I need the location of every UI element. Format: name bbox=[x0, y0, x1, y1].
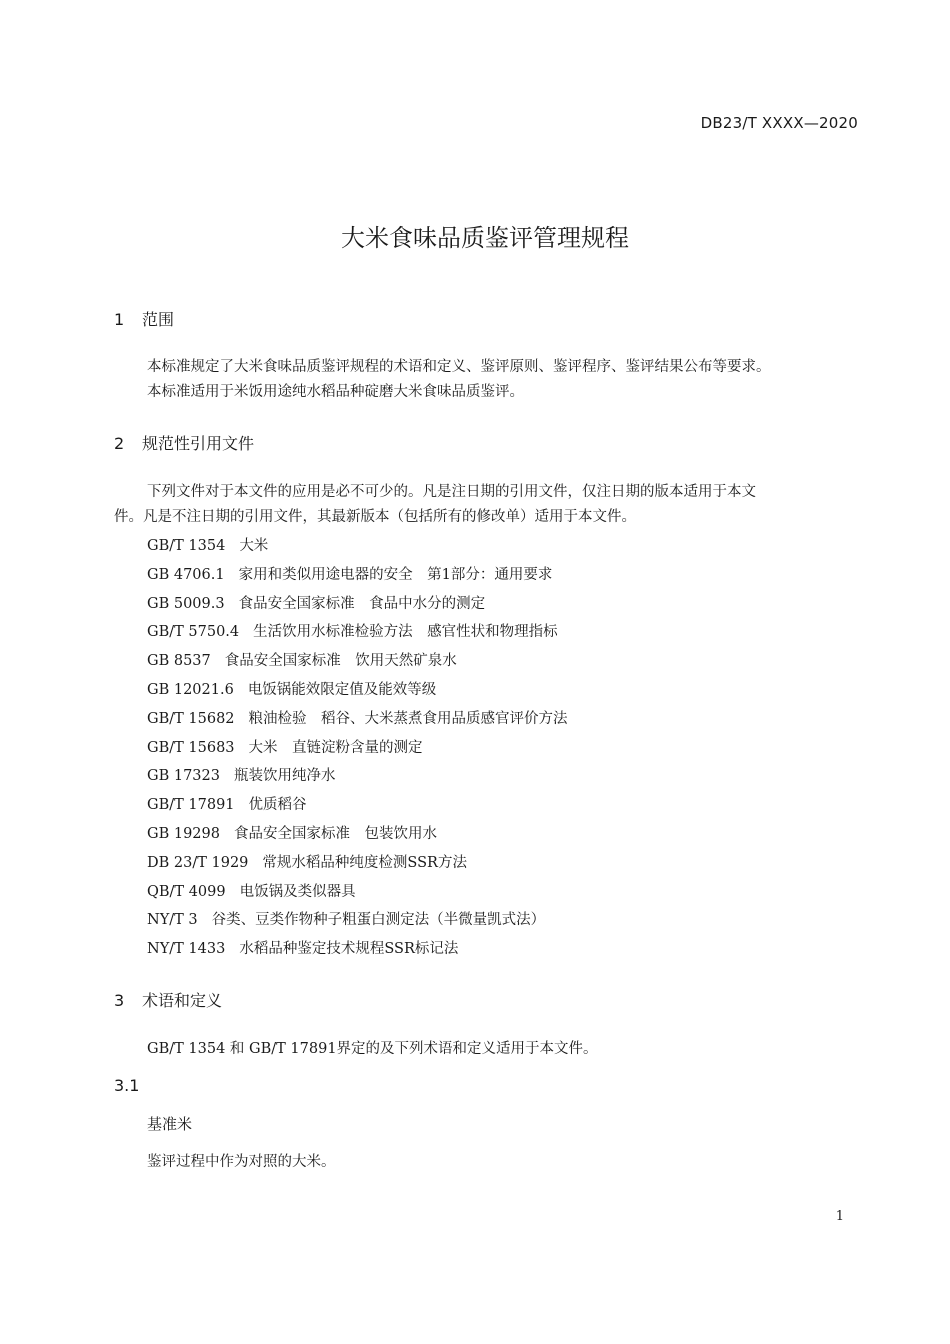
reference-code: GB 4706.1 bbox=[147, 566, 225, 583]
reference-code: GB 19298 bbox=[147, 825, 220, 842]
reference-title: 谷类、豆类作物种子粗蛋白测定法（半微量凯式法） bbox=[211, 912, 546, 929]
list-item bbox=[147, 620, 568, 649]
reference-title: 大米 bbox=[239, 538, 269, 554]
term-number: 3.1 bbox=[114, 1076, 140, 1095]
reference-code: NY/T 1433 bbox=[147, 941, 226, 958]
list-item bbox=[147, 678, 568, 707]
reference-code: GB/T 17891 bbox=[147, 797, 235, 814]
section-title: 术语和定义 bbox=[142, 991, 223, 1010]
reference-code: QB/T 4099 bbox=[147, 883, 226, 900]
section-title: 范围 bbox=[142, 310, 175, 329]
list-item bbox=[147, 937, 568, 966]
list-item bbox=[147, 908, 568, 937]
reference-code: GB/T 1354 bbox=[147, 538, 226, 554]
scope-paragraph-2: 本标准适用于米饭用途纯水稻品种碇磨大米食味品质鉴评。 bbox=[147, 384, 524, 400]
reference-code: DB 23/T 1929 bbox=[147, 854, 249, 871]
reference-code: GB/T 15683 bbox=[147, 739, 235, 756]
section-heading-normative bbox=[114, 431, 254, 454]
term-name: 基准米 bbox=[147, 1115, 193, 1133]
reference-title: 电饭锅能效限定值及能效等级 bbox=[247, 681, 437, 698]
list-item bbox=[147, 880, 568, 909]
list-item bbox=[147, 563, 568, 592]
terms-intro: GB/T 1354 和 GB/T 17891界定的及下列术语和定义适用于本文件。 bbox=[147, 1041, 598, 1057]
document-title: 大米食味品质鉴评管理规程 bbox=[341, 224, 629, 252]
page-number: 1 bbox=[835, 1209, 844, 1224]
reference-title: 食品安全国家标准 包装饮用水 bbox=[233, 825, 437, 842]
section-number: 1 bbox=[114, 310, 125, 329]
reference-code: GB/T 15682 bbox=[147, 710, 235, 727]
reference-list bbox=[147, 534, 568, 966]
term-definition: 鉴评过程中作为对照的大米。 bbox=[147, 1154, 336, 1170]
section-heading-terms bbox=[114, 988, 222, 1011]
reference-title: 瓶装饮用纯净水 bbox=[233, 768, 336, 785]
list-item bbox=[147, 649, 568, 678]
reference-title: 电饭锅及类似器具 bbox=[239, 883, 356, 900]
section-title: 规范性引用文件 bbox=[142, 434, 255, 453]
section-number: 3 bbox=[114, 991, 125, 1010]
list-item bbox=[147, 764, 568, 793]
reference-code: NY/T 3 bbox=[147, 912, 198, 929]
reference-title: 优质稻谷 bbox=[248, 797, 307, 814]
normative-intro bbox=[114, 480, 864, 530]
list-item bbox=[147, 707, 568, 736]
normative-intro-line-1: 下列文件对于本文件的应用是必不可少的。凡是注日期的引用文件，仅注日期的版本适用于本文 bbox=[147, 484, 756, 500]
reference-code: GB 17323 bbox=[147, 768, 220, 785]
reference-code: GB 12021.6 bbox=[147, 681, 234, 698]
reference-code: GB/T 5750.4 bbox=[147, 624, 240, 641]
reference-title: 食品安全国家标准 饮用天然矿泉水 bbox=[224, 653, 457, 670]
reference-title: 生活饮用水标准检验方法 感官性状和物理指标 bbox=[253, 624, 558, 641]
reference-code: GB 8537 bbox=[147, 653, 211, 670]
section-heading-scope bbox=[114, 307, 174, 330]
list-item bbox=[147, 592, 568, 621]
reference-title: 粮油检验 稻谷、大米蒸煮食用品质感官评价方法 bbox=[248, 710, 568, 727]
reference-title: 常规水稻品种纯度检测SSR方法 bbox=[262, 854, 467, 871]
list-item bbox=[147, 793, 568, 822]
reference-title: 水稻品种鉴定技术规程SSR标记法 bbox=[239, 941, 459, 958]
normative-intro-line-2: 件。凡是不注日期的引用文件，其最新版本（包括所有的修改单）适用于本文件。 bbox=[114, 509, 636, 525]
list-item bbox=[147, 534, 568, 563]
list-item bbox=[147, 851, 568, 880]
list-item bbox=[147, 736, 568, 765]
scope-paragraph-1: 本标准规定了大米食味品质鉴评规程的术语和定义、鉴评原则、鉴评程序、鉴评结果公布等要求。 bbox=[147, 359, 771, 375]
reference-title: 大米 直链淀粉含量的测定 bbox=[248, 739, 423, 756]
reference-code: GB 5009.3 bbox=[147, 595, 225, 612]
reference-title: 食品安全国家标准 食品中水分的测定 bbox=[238, 595, 486, 612]
reference-title: 家用和类似用途电器的安全 第1部分：通用要求 bbox=[238, 566, 553, 583]
section-number: 2 bbox=[114, 434, 125, 453]
list-item bbox=[147, 822, 568, 851]
document-code: DB23/T XXXX—2020 bbox=[700, 114, 858, 132]
